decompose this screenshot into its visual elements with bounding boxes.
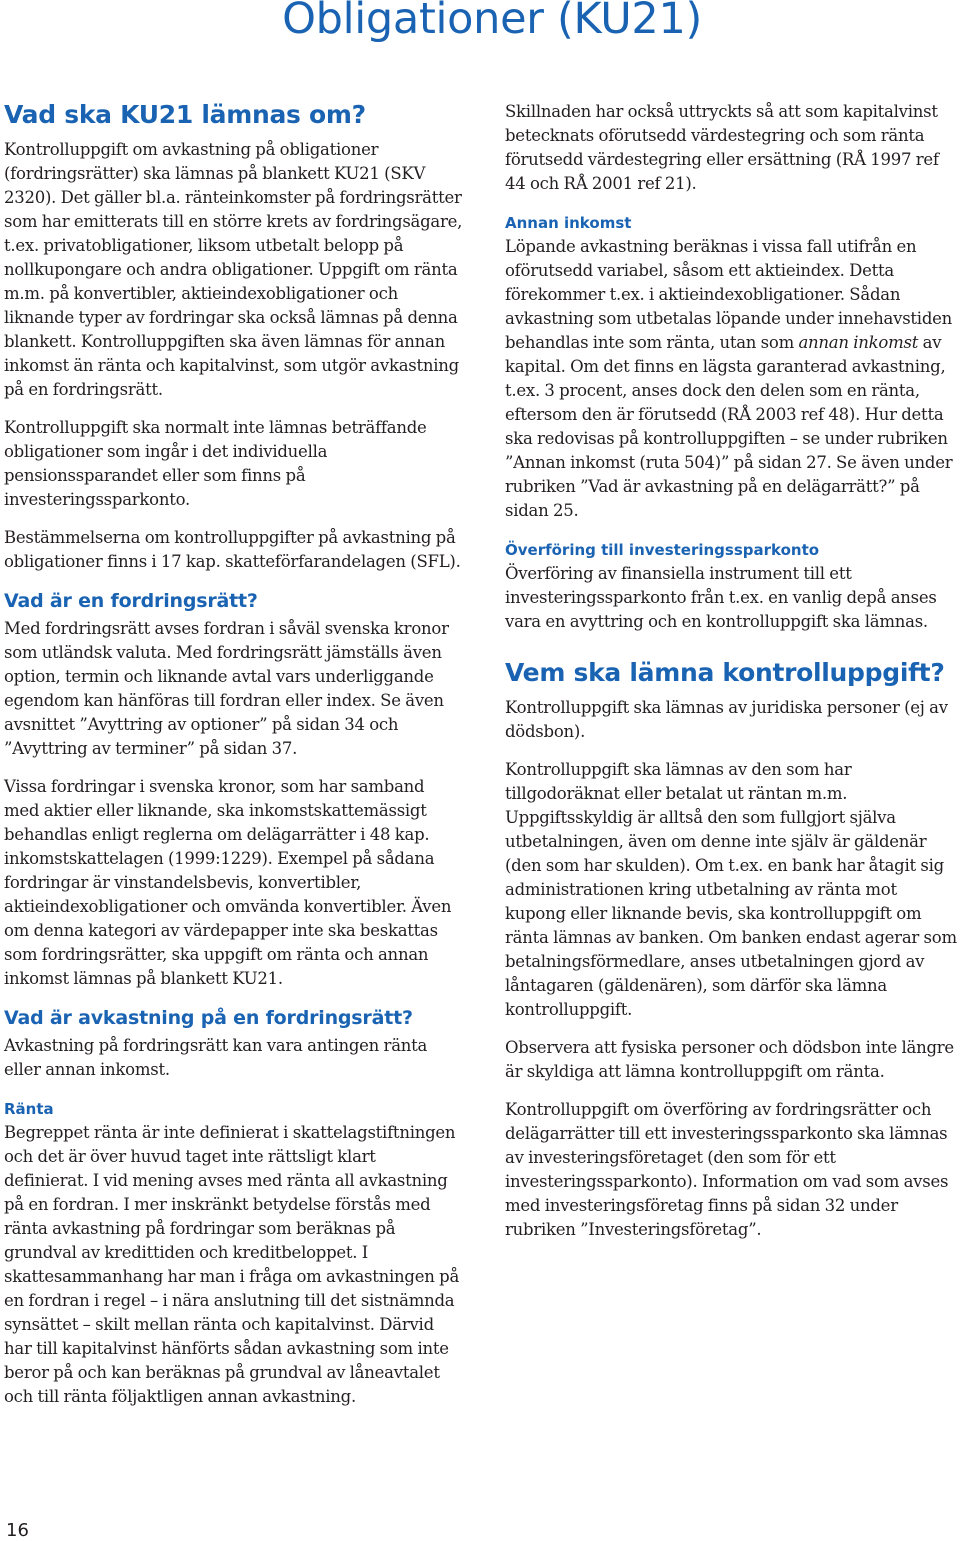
- paragraph: Kontrolluppgift ska normalt inte lämnas beträffande obligationer som ingår i det individuella pensionssparandet eller som finns på investeringssparkonto.: [4, 418, 427, 509]
- heading-avkastning: Vad är avkastning på en fordringsrätt?: [4, 1007, 413, 1029]
- paragraph: Avkastning på fordringsrätt kan vara antingen ränta eller annan inkomst.: [4, 1036, 428, 1079]
- paragraph: Överföring av finansiella instrument till ett investeringssparkonto från t.ex. en vanlig depå anses vara en avyttring och en kontrolluppgift ska lämnas.: [505, 564, 937, 631]
- paragraph: [505, 235, 957, 523]
- paragraph: Observera att fysiska personer och dödsbon inte längre är skyldiga att lämna kontrolluppgift om ränta.: [505, 1038, 954, 1081]
- paragraph: Kontrolluppgift ska lämnas av den som har tillgodoräknat eller betalat ut räntan m.m. Uppgiftsskyldig är alltså den som fullgjort själva utbetalningen, även om denne inte själv är gäldenär (den som har skulden). Om t.ex. en bank har åtagit sig administrationen kring utbetalning av ränta mot kupong eller liknande bevis, ska kontrolluppgift om ränta lämnas av banken. Om banken endast agerar som betalningsförmedlare, anses utbetalningen gjord av låntagaren (gäldenären), som därför ska lämna kontrolluppgift.: [505, 760, 957, 1019]
- page-title: Obligationer (KU21): [282, 0, 702, 44]
- paragraph: Kontrolluppgift ska lämnas av juridiska personer (ej av dödsbon).: [505, 698, 948, 741]
- paragraph: Bestämmelserna om kontrolluppgifter på avkastning på obligationer finns i 17 kap. skatteförfarandelagen (SFL).: [4, 528, 461, 571]
- heading-ranta: Ränta: [4, 1100, 54, 1118]
- text-run: av kapital. Om det finns en lägsta garanterad avkastning, t.ex. 3 procent, anses dock den delen som en ränta, eftersom den är förutsedd (RÅ 2003 ref 48). Hur detta ska redovisas på kontrolluppgiften – se under rubriken ”Annan inkomst (ruta 504)” på sidan 27. Se även under rubriken ”Vad är avkastning på en delägarrätt?” på sidan 25.: [505, 333, 953, 520]
- text-run: Löpande avkastning beräknas i vissa fall utifrån en oförutsedd variabel, såsom ett aktieindex. Detta förekommer t.ex. i aktieindexobligationer. Sådan avkastning som utbetalas löpande under innehavstiden behandlas inte som ränta, utan som: [505, 237, 953, 352]
- paragraph: Skillnaden har också uttryckts så att som kapitalvinst betecknats oförutsedd värdestegring och som ränta förutsedd värdestegring eller ersättning (RÅ 1997 ref 44 och RÅ 2001 ref 21).: [505, 102, 939, 193]
- right-column: [505, 100, 957, 1256]
- heading-fordringsratt: Vad är en fordringsrätt?: [4, 590, 258, 612]
- paragraph: Kontrolluppgift om avkastning på obligationer (fordringsrätter) ska lämnas på blankett KU21 (SKV 2320). Det gäller bl.a. ränteinkomster på fordringsrätter som har emitterats till en större krets av fordringsägare, t.ex. privatobligationer, liksom utbetalt belopp på nollkupongare och andra obligationer. Uppgift om ränta m.m. på konvertibler, aktieindexobligationer och liknande typer av fordringar ska också lämnas på denna blankett. Kontrolluppgiften ska även lämnas för annan inkomst än ränta och kapitalvinst, som utgör avkastning på en fordringsrätt.: [4, 140, 463, 399]
- paragraph: Begreppet ränta är inte definierat i skattelagstiftningen och det är över huvud taget inte rättsligt klart definierat. I vid mening avses med ränta all avkastning på en fordran. I mer inskränkt betydelse förstås med ränta avkastning på fordringar som beräknas på grundval av kredittiden och kreditbeloppet. I skattesammanhang har man i fråga om avkastningen på en fordran i regel – i nära anslutning till det sistnämnda synsättet – skilt mellan ränta och kapitalvinst. Därvid har till kapitalvinst hänförts sådan avkastning som inte beror på och kan beräknas på grundval av låneavtalet och till ränta följaktligen annan avkastning.: [4, 1123, 460, 1406]
- paragraph: Med fordringsrätt avses fordran i såväl svenska kronor som utländsk valuta. Med fordringsrätt jämställs även option, termin och liknande avtal vars underliggande egendom kan hänföras till fordran eller index. Se även avsnittet ”Avyttring av optioner” på sidan 34 och ”Avyttring av terminer” på sidan 37.: [4, 619, 449, 758]
- heading-vad-ska-ku21: Vad ska KU21 lämnas om?: [4, 100, 366, 129]
- page-number: 16: [6, 1520, 29, 1541]
- heading-overforing: Överföring till investeringssparkonto: [505, 541, 820, 559]
- left-column: [4, 98, 464, 1411]
- paragraph: Kontrolluppgift om överföring av fordringsrätter och delägarrätter till ett investeringssparkonto ska lämnas av investeringsföretaget (den som för ett investeringssparkonto). Information om vad som avses med investeringsföretag finns på sidan 32 under rubriken ”Investeringsföretag”.: [505, 1100, 949, 1239]
- heading-annan-inkomst: Annan inkomst: [505, 214, 632, 232]
- paragraph: Vissa fordringar i svenska kronor, som har samband med aktier eller liknande, ska inkomstskattemässigt behandlas enligt reglerna om delägarrätter i 48 kap. inkomstskattelagen (1999:1229). Exempel på sådana fordringar är vinstandelsbevis, konvertibler, aktieindexobligationer och omvända konvertibler. Även om denna kategori av värdepapper inte ska beskattas som fordringsrätter, ska uppgift om ränta och annan inkomst lämnas på blankett KU21.: [4, 777, 452, 988]
- emphasis-text: annan inkomst: [798, 333, 919, 352]
- heading-vem-ska-lamna: Vem ska lämna kontrolluppgift?: [505, 658, 945, 687]
